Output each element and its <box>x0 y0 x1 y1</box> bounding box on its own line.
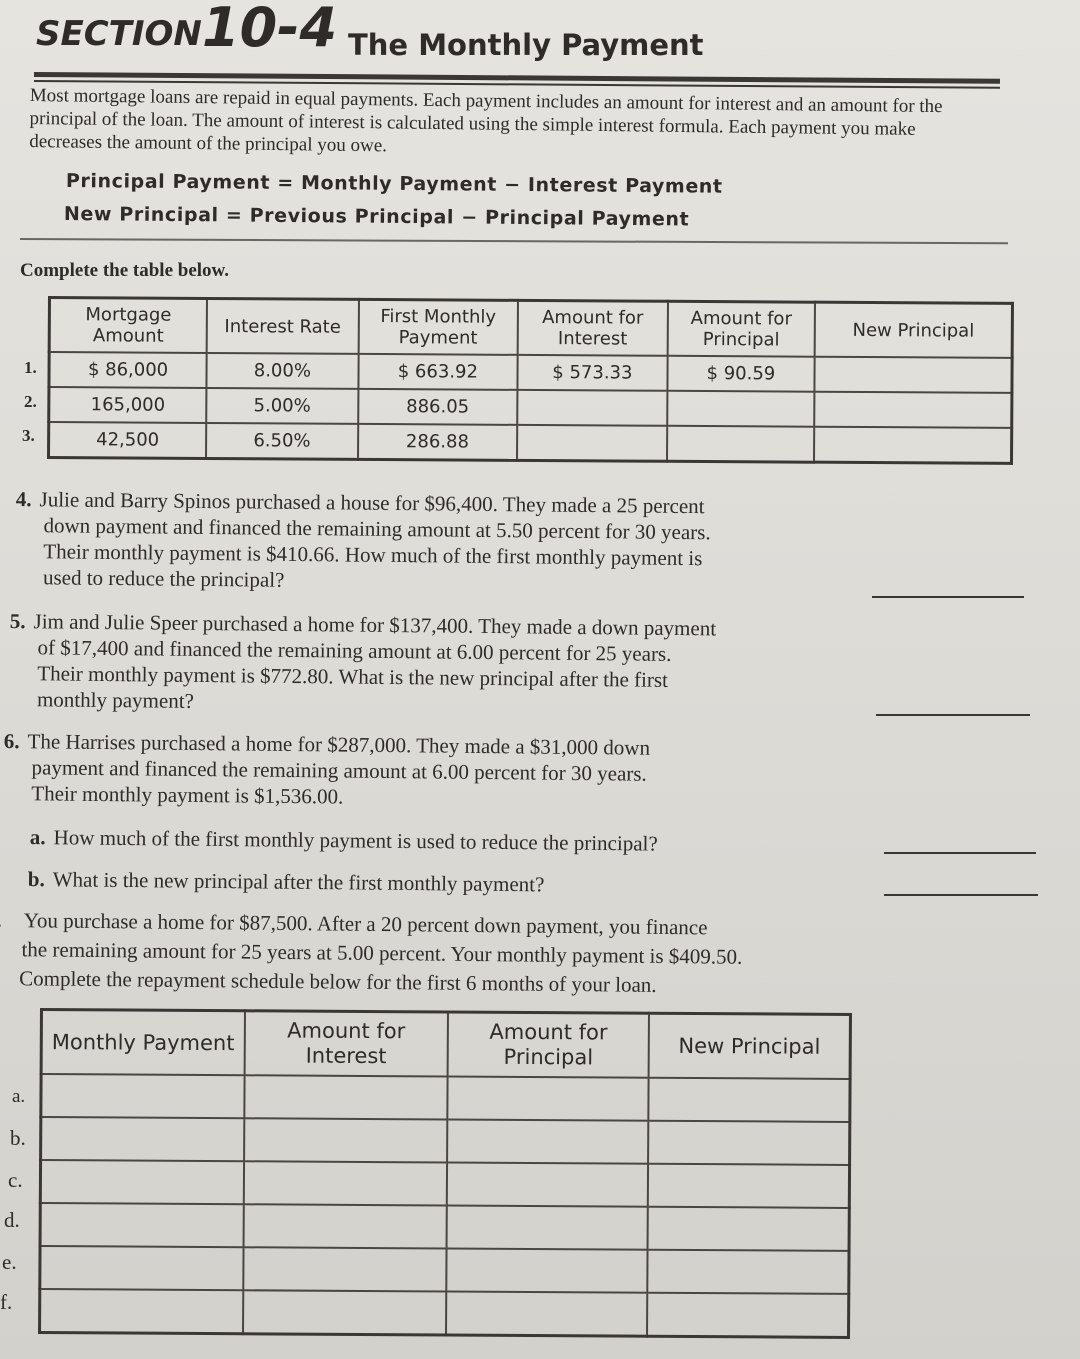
subquestion-label: a. <box>29 824 46 850</box>
header-mortgage-amount: Mortgage Amount <box>49 298 207 353</box>
question-4 <box>15 486 711 597</box>
cell-amount-for-interest[interactable] <box>244 1075 448 1119</box>
table-row <box>49 387 1012 428</box>
repayment-schedule-table <box>38 1008 852 1339</box>
cell-amount-for-interest[interactable] <box>517 390 667 426</box>
cell-new-principal[interactable] <box>649 1078 851 1122</box>
subquestion-text: What is the new principal after the first monthly payment? <box>52 867 545 897</box>
cell-amount-for-principal[interactable] <box>447 1205 648 1249</box>
question-line: Complete the repayment schedule below for the first 6 months of your loan. <box>19 966 657 997</box>
row-label: e. <box>2 1250 17 1274</box>
cell-new-principal[interactable] <box>648 1121 850 1165</box>
answer-line-5[interactable] <box>876 714 1030 716</box>
table-header-row <box>41 1010 850 1079</box>
cell-first-monthly-payment: $ 663.92 <box>358 354 518 390</box>
question-line: Their monthly payment is $772.80. What is the new principal after the first <box>37 661 669 692</box>
table-row <box>49 422 1012 463</box>
table-row <box>40 1246 849 1294</box>
row-label: d. <box>4 1208 20 1232</box>
answer-line-4[interactable] <box>872 596 1024 598</box>
header-new-principal: New Principal <box>815 302 1013 358</box>
table-row <box>40 1289 849 1337</box>
row-label: 2. <box>24 392 37 411</box>
question-number: 5. <box>9 608 26 634</box>
question-line: of $17,400 and financed the remaining amount at 6.00 percent for 25 years. <box>37 635 672 666</box>
cell-amount-for-interest[interactable] <box>243 1204 447 1248</box>
row-label: f. <box>0 1290 13 1314</box>
table-row <box>40 1160 849 1208</box>
cell-interest-rate: 5.00% <box>206 388 358 424</box>
cell-new-principal[interactable] <box>814 392 1012 428</box>
row-label: 1. <box>24 358 37 377</box>
table-header-row <box>49 298 1012 358</box>
question-line: monthly payment? <box>36 687 195 713</box>
cell-new-principal[interactable] <box>815 357 1013 393</box>
cell-interest-rate: 6.50% <box>206 423 358 459</box>
table-row <box>41 1117 850 1165</box>
cell-monthly-payment[interactable] <box>40 1203 244 1247</box>
question-6a <box>30 824 658 857</box>
header-amount-for-principal: Amount for Principal <box>448 1012 650 1078</box>
row-label: c. <box>8 1168 23 1192</box>
cell-new-principal[interactable] <box>648 1164 850 1208</box>
table-row <box>49 352 1012 393</box>
section-number: 10-4 <box>202 0 338 59</box>
header-amount-for-interest: Amount for Interest <box>244 1011 448 1077</box>
question-number: 4. <box>15 486 32 512</box>
question-7 <box>0 906 743 1001</box>
instruction: Complete the table below. <box>20 260 229 281</box>
cell-amount-for-principal[interactable]: $ 90.59 <box>667 356 815 392</box>
question-line: Their monthly payment is $1,536.00. <box>31 781 344 809</box>
cell-amount-for-principal[interactable] <box>447 1076 648 1120</box>
cell-amount-for-interest[interactable]: $ 573.33 <box>518 355 668 391</box>
question-line: payment and financed the remaining amount at 6.00 percent for 30 years. <box>31 755 647 786</box>
subquestion-text: How much of the first monthly payment is used to reduce the principal? <box>53 825 658 856</box>
cell-amount-for-interest[interactable] <box>243 1247 447 1291</box>
section-label: SECTION <box>36 14 202 54</box>
header-interest-rate: Interest Rate <box>207 298 359 353</box>
cell-amount-for-interest[interactable] <box>244 1161 448 1205</box>
question-line: You purchase a home for $87,500. After a 20 percent down payment, you finance <box>23 908 708 940</box>
question-number <box>0 906 2 935</box>
cell-new-principal[interactable] <box>814 427 1012 464</box>
question-line: used to reduce the principal? <box>42 565 285 592</box>
cell-first-monthly-payment: 886.05 <box>358 389 518 425</box>
question-line: The Harrises purchased a home for $287,000. They made a $31,000 down <box>27 729 651 760</box>
row-label: a. <box>12 1086 26 1107</box>
cell-amount-for-interest[interactable] <box>517 425 667 461</box>
question-6b <box>28 866 545 897</box>
header-monthly-payment: Monthly Payment <box>41 1010 245 1076</box>
cell-mortgage-amount: 42,500 <box>49 422 207 458</box>
question-line: Their monthly payment is $410.66. How much of the first monthly payment is <box>43 539 703 571</box>
formula-principal-payment: Principal Payment = Monthly Payment − Interest Payment <box>65 170 723 198</box>
cell-first-monthly-payment: 286.88 <box>358 424 518 460</box>
header-amount-for-principal: Amount for Principal <box>667 301 815 356</box>
cell-amount-for-interest[interactable] <box>243 1290 447 1335</box>
cell-amount-for-principal[interactable] <box>446 1291 647 1336</box>
cell-amount-for-principal[interactable] <box>446 1248 647 1292</box>
header-first-monthly-payment: First Monthly Payment <box>358 299 518 354</box>
cell-amount-for-principal[interactable] <box>667 391 815 427</box>
cell-mortgage-amount: 165,000 <box>49 387 207 423</box>
answer-line-6a[interactable] <box>884 852 1036 854</box>
table-row <box>41 1074 850 1122</box>
cell-new-principal[interactable] <box>648 1250 850 1294</box>
question-line: down payment and financed the remaining amount at 5.50 percent for 30 years. <box>43 513 711 545</box>
divider <box>20 238 1008 244</box>
cell-monthly-payment[interactable] <box>41 1074 245 1118</box>
answer-line-6b[interactable] <box>884 894 1038 896</box>
table-row <box>40 1203 849 1251</box>
question-5 <box>9 608 716 719</box>
cell-monthly-payment[interactable] <box>40 1289 244 1334</box>
cell-amount-for-principal[interactable] <box>667 426 815 462</box>
cell-monthly-payment[interactable] <box>40 1246 244 1290</box>
subquestion-label: b. <box>27 866 45 892</box>
question-6 <box>3 728 650 813</box>
cell-monthly-payment[interactable] <box>41 1117 245 1161</box>
cell-amount-for-principal[interactable] <box>447 1162 648 1206</box>
cell-new-principal[interactable] <box>648 1207 850 1251</box>
cell-interest-rate: 8.00% <box>207 353 359 389</box>
header-amount-for-interest: Amount for Interest <box>518 300 668 355</box>
question-line: Julie and Barry Spinos purchased a house for $96,400. They made a 25 percent <box>39 487 705 519</box>
intro-paragraph: Most mortgage loans are repaid in equal payments. Each payment includes an amount for interest and an amount for the principal of the loan. The amount of interest is calculated using the simple interest formula. Each payment you make decreases the amount of the principal you owe. <box>29 84 943 157</box>
header-new-principal: New Principal <box>649 1013 851 1079</box>
question-line: Jim and Julie Speer purchased a home for $137,400. They made a down payment <box>33 609 717 641</box>
row-label: b. <box>10 1126 26 1150</box>
mortgage-table <box>47 296 1014 465</box>
cell-monthly-payment[interactable] <box>40 1160 244 1204</box>
question-number: 6. <box>3 728 20 754</box>
row-label: 3. <box>22 426 35 445</box>
formula-new-principal: New Principal = Previous Principal − Principal Payment <box>63 203 690 231</box>
cell-amount-for-interest[interactable] <box>244 1118 448 1162</box>
cell-amount-for-principal[interactable] <box>447 1119 648 1163</box>
page-title: The Monthly Payment <box>348 28 704 62</box>
question-line: the remaining amount for 25 years at 5.00 percent. Your monthly payment is $409.50. <box>21 937 743 969</box>
cell-new-principal[interactable] <box>647 1293 849 1338</box>
cell-mortgage-amount: $ 86,000 <box>49 352 207 388</box>
